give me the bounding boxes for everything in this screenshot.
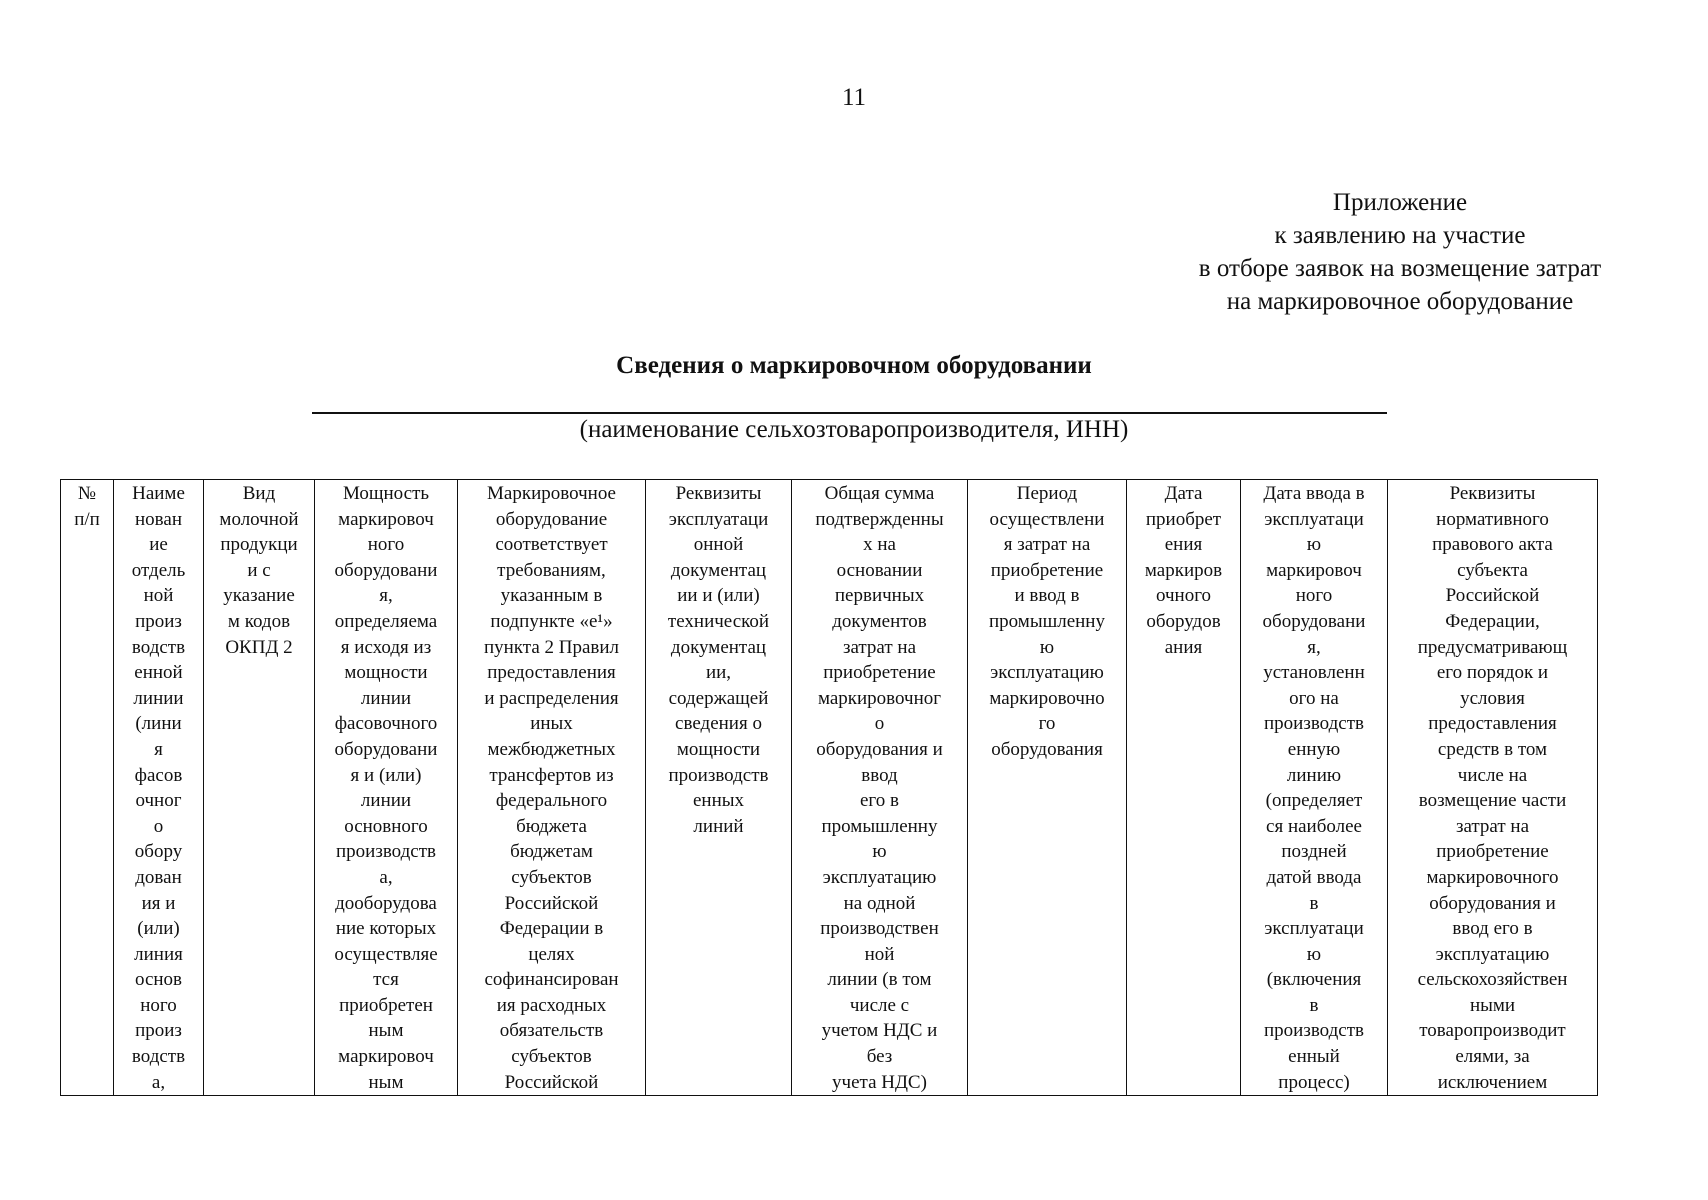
header-line: без: [866, 1046, 893, 1068]
header-line: нован: [135, 508, 182, 530]
header-line: ия расходных: [496, 994, 607, 1016]
header-line: осуществляе: [334, 943, 438, 965]
header-line: водств: [131, 1046, 186, 1068]
header-line: линии: [133, 687, 184, 709]
header-line: (включения: [1266, 969, 1362, 991]
header-line: иных: [530, 713, 573, 735]
table-header-col-product-type: [204, 480, 315, 1096]
header-line: я исходя из: [340, 636, 432, 658]
header-line: подпункте «е¹»: [490, 610, 613, 632]
header-line: обязательств: [499, 1020, 604, 1042]
header-line: м кодов: [227, 610, 291, 632]
header-line: ания: [1164, 636, 1203, 658]
header-line: енную: [1287, 738, 1341, 760]
header-line: ного: [367, 534, 405, 556]
header-line: товаропроизводит: [1419, 1020, 1566, 1042]
header-line: Российской: [504, 1071, 599, 1093]
header-line: ными: [1469, 994, 1516, 1016]
header-line: правового акта: [1432, 534, 1553, 556]
header-line: первичных: [834, 585, 925, 607]
header-line: промышленну: [821, 815, 938, 837]
header-line: Маркировочное: [487, 483, 616, 504]
header-line: ным: [368, 1071, 404, 1093]
header-line: субъекта: [1457, 559, 1528, 581]
fill-in-line: [312, 412, 1387, 414]
header-line: документац: [670, 559, 767, 581]
appendix-line: на маркировочное оборудование: [1226, 288, 1574, 315]
appendix-line: в отборе заявок на возмещение затрат: [1198, 255, 1602, 282]
fill-in-caption: (наименование сельхозтоваропроизводителя, ИНН): [579, 416, 1129, 443]
header-line: предоставления: [1428, 713, 1557, 735]
header-line: о: [153, 815, 164, 837]
header-line: ю: [872, 841, 887, 863]
header-line: тся: [373, 969, 399, 991]
header-line: маркировоч: [338, 508, 434, 530]
equipment-table: [60, 479, 1598, 1096]
header-line: приобретение: [1436, 841, 1549, 863]
header-line: маркировоч: [1266, 559, 1362, 581]
header-line: ого на: [1289, 687, 1339, 709]
header-line: технической: [667, 610, 770, 632]
appendix-heading: [1060, 186, 1708, 318]
header-line: ввод: [861, 764, 898, 786]
header-line: Российской: [1445, 585, 1540, 607]
header-line: затрат на: [1455, 815, 1530, 837]
header-line: Реквизиты: [675, 483, 762, 504]
header-line: (определяет: [1265, 790, 1363, 812]
header-line: фасов: [134, 764, 183, 786]
header-line: х на: [863, 534, 896, 556]
header-line: (или): [137, 918, 180, 940]
appendix-line: к заявлению на участие: [1274, 222, 1526, 249]
header-line: Период: [1016, 483, 1078, 504]
header-line: Дата: [1164, 483, 1203, 504]
header-line: дооборудова: [335, 892, 437, 914]
header-line: продукци: [220, 534, 298, 556]
header-line: отдель: [131, 559, 186, 581]
header-line: линии: [360, 790, 412, 812]
header-line: установленн: [1263, 662, 1365, 684]
header-line: маркировочного: [1426, 866, 1559, 888]
header-line: производств: [1263, 713, 1364, 735]
header-line: целях: [528, 943, 575, 965]
header-line: ю: [1039, 636, 1055, 658]
header-line: маркиров: [1144, 559, 1223, 581]
header-line: пункта 2 Правил: [483, 636, 620, 658]
header-line: оборудовани: [334, 738, 438, 760]
header-line: произ: [135, 610, 182, 632]
header-line: а,: [379, 866, 393, 888]
header-line: ОКПД 2: [225, 636, 293, 658]
header-line: очног: [135, 790, 182, 812]
header-line: бюджета: [516, 815, 587, 837]
header-line: мощности: [676, 738, 761, 760]
header-line: водств: [131, 636, 186, 658]
header-line: определяема: [334, 610, 438, 632]
header-line: субъектов: [511, 866, 592, 888]
header-line: числе с: [849, 994, 910, 1016]
header-line: и ввод в: [1014, 585, 1080, 607]
header-line: я,: [1307, 636, 1321, 658]
table-header-col-compliance: [458, 480, 646, 1096]
header-line: и с: [247, 559, 271, 581]
header-line: линии: [360, 687, 412, 709]
header-line: эксплуатаци: [1264, 918, 1364, 940]
header-line: ввод его в: [1452, 918, 1533, 940]
header-line: ения: [1164, 534, 1203, 556]
header-line: подтвержденны: [815, 508, 944, 530]
header-line: онной: [693, 534, 744, 556]
header-line: произ: [135, 1020, 182, 1042]
header-line: ия и: [141, 892, 176, 914]
header-line: документац: [670, 636, 767, 658]
header-line: средств в том: [1437, 738, 1548, 760]
header-line: фасовочного: [334, 713, 438, 735]
header-line: мощности: [344, 662, 428, 684]
header-line: маркировоч: [338, 1046, 434, 1068]
header-line: эксплуатацию: [1435, 943, 1550, 965]
header-line: эксплуатаци: [1264, 508, 1364, 530]
header-line: Общая сумма: [824, 483, 935, 504]
header-line: ной: [143, 585, 174, 607]
header-line: трансфертов из: [489, 764, 614, 786]
header-line: Федерации,: [1445, 610, 1540, 632]
header-line: очного: [1155, 585, 1212, 607]
header-line: линии (в том: [827, 969, 932, 991]
header-line: а,: [151, 1071, 166, 1093]
header-line: оборудов: [1146, 610, 1221, 632]
header-line: промышленну: [989, 610, 1105, 632]
header-line: производствен: [820, 918, 939, 940]
header-line: приобретен: [339, 994, 433, 1016]
table-header-col-commissioning-date: [1241, 480, 1388, 1096]
header-line: го: [1038, 713, 1056, 735]
header-line: дован: [135, 866, 182, 888]
header-line: я,: [379, 585, 393, 607]
header-line: возмещение части: [1418, 790, 1567, 812]
header-line: молочной: [219, 508, 299, 530]
header-line: я затрат на: [1003, 534, 1091, 556]
header-line: оборудовани: [334, 559, 438, 581]
header-line: ю: [1306, 534, 1322, 556]
table-header-col-capacity: [315, 480, 458, 1096]
header-line: маркировочно: [989, 687, 1105, 709]
header-line: содержащей: [668, 687, 769, 709]
table-header-col-purchase-date: [1127, 480, 1241, 1096]
header-line: оборудования и: [1429, 892, 1556, 914]
header-line: ным: [368, 1020, 404, 1042]
header-line: соответствует: [495, 534, 608, 556]
header-line: производств: [335, 841, 436, 863]
header-line: субъектов: [511, 1046, 592, 1068]
header-line: линий: [693, 815, 744, 837]
header-line: ии,: [705, 662, 732, 684]
header-line: эксплуатаци: [668, 508, 769, 530]
header-line: сведения о: [675, 713, 762, 735]
table-header-col-total-amount: [792, 480, 968, 1096]
header-line: учета НДС): [832, 1071, 927, 1093]
header-line: бюджетам: [510, 841, 593, 863]
header-line: ие: [149, 534, 168, 556]
header-line: предоставления: [487, 662, 616, 684]
header-line: приобрет: [1145, 508, 1222, 530]
header-line: основании: [836, 559, 923, 581]
header-line: оборудовани: [1262, 610, 1366, 632]
header-line: исключением: [1437, 1071, 1548, 1093]
page-number: 11: [841, 84, 867, 111]
header-line: Реквизиты: [1449, 483, 1536, 504]
header-line: приобретение: [990, 559, 1104, 581]
header-line: ся наиболее: [1266, 815, 1362, 837]
header-line: софинансирован: [484, 969, 619, 991]
header-line: я и (или): [350, 764, 422, 786]
header-line: енных: [692, 790, 745, 812]
table-header-row: [61, 480, 1598, 1096]
header-line: документов: [832, 610, 927, 632]
header-line: п/п: [74, 508, 100, 530]
header-line: ного: [140, 994, 177, 1016]
header-line: осуществлени: [989, 508, 1105, 530]
header-line: енный: [1288, 1046, 1340, 1068]
header-line: ние которых: [335, 918, 437, 940]
appendix-line: Приложение: [1332, 189, 1468, 216]
header-line: датой ввода: [1266, 866, 1362, 888]
header-line: №: [77, 483, 97, 504]
header-line: нормативного: [1436, 508, 1549, 530]
header-line: производств: [668, 764, 769, 786]
header-line: оборудование: [495, 508, 608, 530]
header-line: в: [1309, 892, 1319, 914]
header-line: Дата ввода в: [1263, 483, 1365, 504]
header-line: в: [1309, 994, 1319, 1016]
header-line: линия: [134, 943, 183, 965]
header-line: его порядок и: [1436, 662, 1549, 684]
header-line: федерального: [495, 790, 608, 812]
header-line: указание: [223, 585, 295, 607]
header-line: приобретение: [823, 662, 936, 684]
header-line: и распределения: [484, 687, 619, 709]
header-line: основного: [344, 815, 428, 837]
header-line: учетом НДС и: [821, 1020, 938, 1042]
document-title: Сведения о маркировочном оборудовании: [616, 352, 1092, 379]
header-line: Российской: [504, 892, 599, 914]
table-header-col-number: [61, 480, 114, 1096]
header-line: сельскохозяйствен: [1417, 969, 1568, 991]
header-line: эксплуатацию: [990, 662, 1104, 684]
header-line: эксплуатацию: [822, 866, 937, 888]
header-line: Федерации в: [499, 918, 604, 940]
header-line: (лини: [135, 713, 182, 735]
header-line: предусматривающ: [1417, 636, 1568, 658]
header-line: основ: [134, 969, 183, 991]
header-line: я: [154, 738, 163, 760]
header-line: Мощность: [342, 483, 430, 504]
header-line: числе на: [1457, 764, 1528, 786]
header-line: енной: [134, 662, 183, 684]
header-line: его в: [860, 790, 899, 812]
table-header-col-cost-period: [968, 480, 1127, 1096]
header-line: указанным в: [500, 585, 603, 607]
header-line: ю: [1306, 943, 1322, 965]
header-line: Наиме: [132, 483, 185, 504]
header-line: оборудования: [991, 738, 1103, 760]
table-header-col-documentation: [646, 480, 792, 1096]
header-line: оборудования и: [816, 738, 943, 760]
header-line: ии и (или): [677, 585, 760, 607]
header-line: требованиям,: [497, 559, 606, 581]
header-line: елями, за: [1455, 1046, 1530, 1068]
header-line: поздней: [1281, 841, 1347, 863]
header-line: маркировочног: [817, 687, 942, 709]
header-line: о: [874, 713, 885, 735]
header-line: производств: [1263, 1020, 1364, 1042]
header-line: ной: [864, 943, 895, 965]
header-line: межбюджетных: [487, 738, 616, 760]
table-header-col-legal-act: [1388, 480, 1598, 1096]
header-line: ного: [1295, 585, 1333, 607]
header-line: обору: [134, 841, 183, 863]
header-line: процесс): [1278, 1071, 1350, 1093]
header-line: Вид: [242, 483, 276, 504]
header-line: условия: [1460, 687, 1525, 709]
header-line: затрат на: [842, 636, 917, 658]
header-line: на одной: [843, 892, 916, 914]
header-line: линию: [1286, 764, 1342, 786]
table-header-col-line-name: [114, 480, 204, 1096]
